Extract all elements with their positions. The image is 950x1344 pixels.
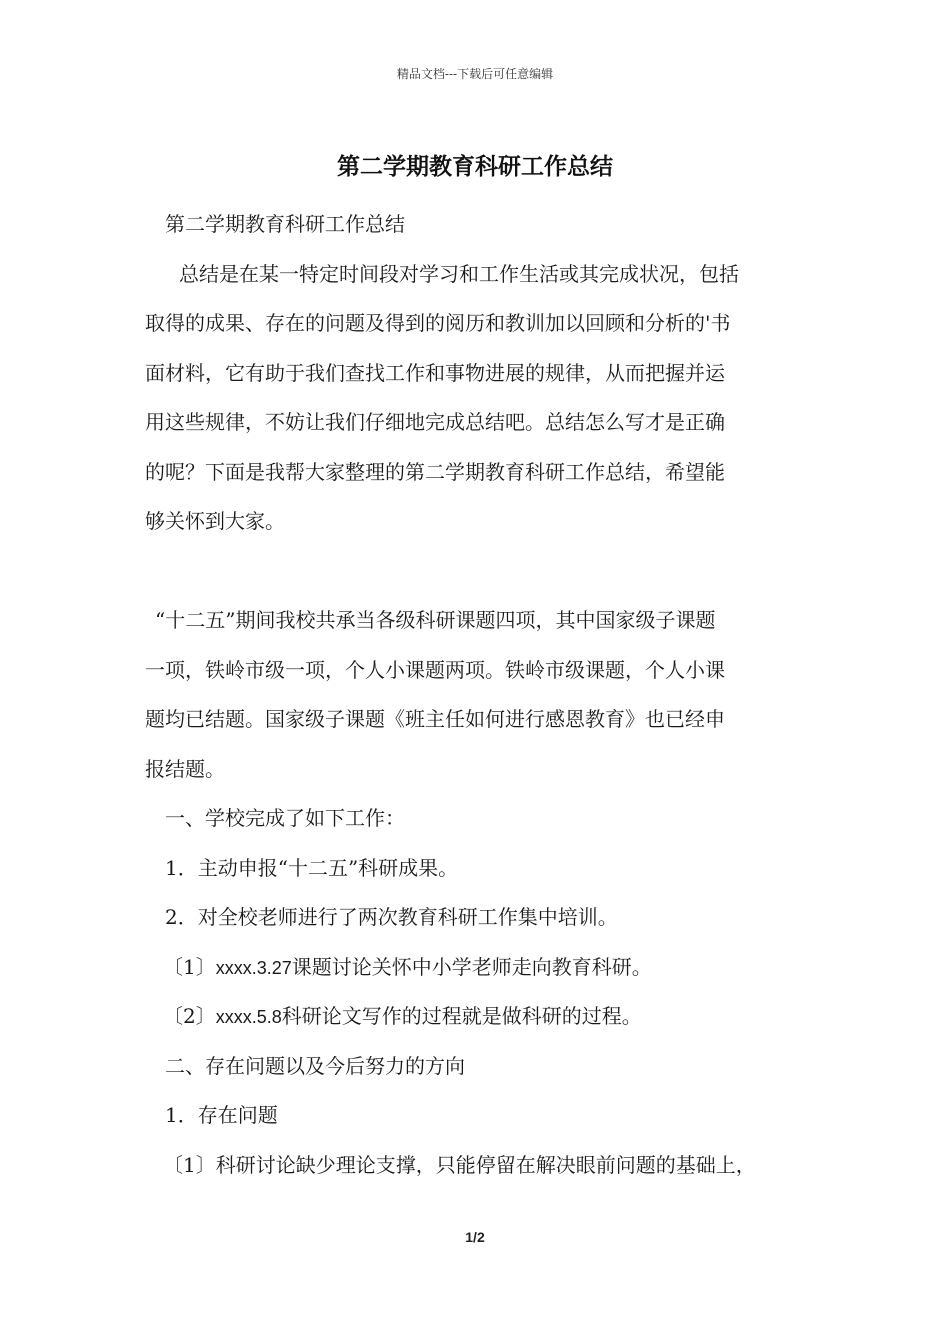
section2-heading: 二、存在问题以及今后努力的方向 — [165, 1053, 465, 1078]
sub1-text: 课题讨论关怀中小学老师走向教育科研。 — [291, 954, 652, 979]
intro-line-2: 取得的成果、存在的问题及得到的阅历和教训加以回顾和分析的'书 — [145, 311, 731, 335]
section1-item1: 1．主动申报“十二五”科研成果。 — [165, 855, 459, 880]
section1-heading: 一、学校完成了如下工作： — [165, 806, 405, 830]
document-body — [145, 200, 807, 1190]
section1-item2: 2．对全校老师进行了两次教育科研工作集中培训。 — [165, 905, 618, 929]
section1-sub2 — [145, 992, 807, 1042]
section1-sub1 — [145, 943, 807, 993]
intro-line-5: 的呢？下面是我帮大家整理的第二学期教育科研工作总结，希望能 — [145, 459, 725, 484]
section2-sub1: 〔1〕科研讨论缺少理论支撑，只能停留在解决眼前问题的基础上， — [163, 1152, 756, 1177]
page-number — [0, 1228, 950, 1246]
page-header — [0, 66, 950, 82]
document-title: 第二学期教育科研工作总结 — [337, 153, 613, 180]
sub1-date: xxxx.3.27 — [215, 957, 292, 978]
subtitle-line: 第二学期教育科研工作总结 — [165, 212, 405, 236]
body-line-2: 一项，铁岭市级一项，个人小课题两项。铁岭市级课题，个人小课 — [145, 657, 725, 682]
intro-line-3: 面材料，它有助于我们查找工作和事物进展的规律，从而把握并运 — [145, 360, 725, 385]
body-line-3: 题均已结题。国家级子课题《班主任如何进行感恩教育》也已经申 — [145, 707, 725, 731]
sub2-text: 科研论文写作的过程就是做科研的过程。 — [281, 1004, 642, 1028]
total-pages: 2 — [476, 1229, 485, 1245]
sub2-prefix: 〔2〕 — [163, 1004, 216, 1028]
current-page: 1 — [465, 1229, 474, 1245]
sub2-date: xxxx.5.8 — [215, 1007, 282, 1027]
sub1-prefix: 〔1〕 — [163, 954, 216, 979]
header-text: 精品文档---下载后可任意编辑 — [396, 67, 554, 81]
page-separator: / — [473, 1229, 477, 1245]
paragraph-spacer — [145, 547, 807, 597]
section2-item1: 1．存在问题 — [165, 1103, 278, 1127]
body-line-1: “十二五”期间我校共承当各级科研课题四项，其中国家级子课题 — [155, 608, 716, 632]
body-line-4: 报结题。 — [145, 756, 225, 781]
intro-line-4: 用这些规律，不妨让我们仔细地完成总结吧。总结怎么写才是正确 — [145, 410, 725, 434]
intro-line-1: 总结是在某一特定时间段对学习和工作生活或其完成状况，包括 — [179, 261, 739, 286]
intro-line-6: 够关怀到大家。 — [145, 509, 285, 533]
